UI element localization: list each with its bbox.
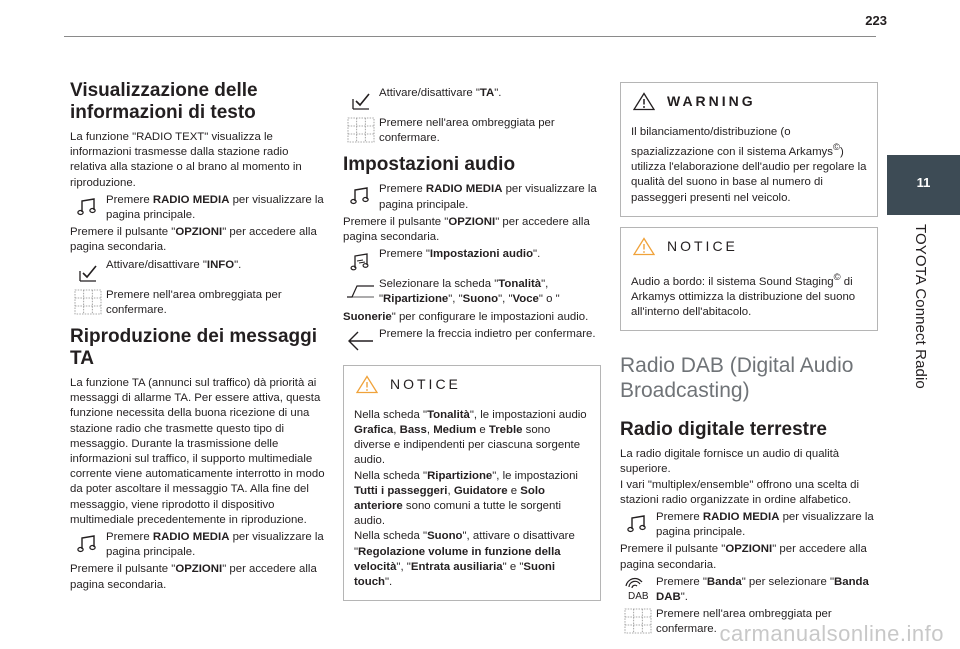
step-text: Selezionare la scheda " bbox=[379, 278, 499, 291]
step-text: Premere " bbox=[656, 575, 707, 588]
step-text: Attivare/disattivare " bbox=[379, 87, 480, 99]
warning-box bbox=[620, 82, 878, 217]
step-select-tab bbox=[343, 277, 601, 307]
tab-shape-icon bbox=[343, 277, 379, 305]
notice-key: Medium bbox=[433, 424, 477, 437]
warning-triangle-icon bbox=[633, 92, 655, 111]
step-text: ", " bbox=[498, 293, 513, 306]
step-text: Premere il pulsante " bbox=[70, 563, 176, 576]
heading-digital-radio: Radio digitale terrestre bbox=[620, 419, 827, 441]
dab-icon bbox=[620, 575, 656, 603]
warning-text: Il bilanciamento/distribuzione (o spazializzazione con il sistema Arkamys bbox=[631, 126, 833, 158]
notice-key: Grafica bbox=[354, 424, 394, 437]
step-text: Premere " bbox=[379, 248, 430, 261]
notice-box bbox=[343, 365, 601, 601]
step-key: OPZIONI bbox=[448, 215, 496, 228]
step-text: ". bbox=[680, 591, 688, 604]
step-confirm bbox=[70, 288, 328, 318]
step-text: Premere nell'area ombreggiata per confermare. bbox=[106, 288, 282, 316]
notice-text: Audio a bordo: il sistema Sound Staging bbox=[631, 275, 834, 288]
notice-key: Suoni touch bbox=[354, 560, 556, 589]
step-text: per visualizzare la pagina principale. bbox=[106, 193, 324, 222]
heading-ta: Riproduzione dei messaggi TA bbox=[70, 326, 318, 370]
step-key: RADIO MEDIA bbox=[702, 511, 780, 524]
step-text: " per accedere alla pagina secondaria. bbox=[70, 563, 317, 591]
step-key: Ripartizione bbox=[383, 293, 449, 306]
notice-key: Bass bbox=[399, 424, 427, 437]
column-3 bbox=[620, 82, 878, 640]
notice-key: Guidatore bbox=[453, 484, 508, 497]
notice-key: Regolazione volume in funzione della velocità bbox=[354, 545, 561, 573]
notice-text: ", " bbox=[396, 560, 411, 573]
step-text: Premere il pulsante " bbox=[70, 226, 176, 239]
step-band bbox=[620, 575, 878, 605]
equalizer-note-icon bbox=[343, 247, 379, 275]
step-key: RADIO MEDIA bbox=[152, 531, 230, 544]
step-radio-media bbox=[70, 193, 328, 223]
step-text: " per selezionare " bbox=[741, 575, 835, 588]
section-label-area bbox=[887, 220, 960, 640]
step-options bbox=[70, 562, 328, 592]
notice-text: , bbox=[393, 424, 400, 437]
step-confirm bbox=[343, 116, 601, 146]
notice-text: di Arkamys ottimizza la distribuzione del suono all'interno dell'abitacolo. bbox=[631, 275, 856, 319]
notice-para bbox=[354, 408, 590, 469]
notice-text: ", le impostazioni audio bbox=[469, 408, 587, 421]
step-text: " per configurare le impostazioni audio. bbox=[391, 310, 589, 323]
copyright-mark: © bbox=[832, 142, 840, 154]
dab-icon-label: DAB bbox=[628, 590, 649, 602]
step-radio-media bbox=[343, 182, 601, 212]
notice-text: ". bbox=[385, 576, 393, 589]
notice-para bbox=[631, 270, 867, 320]
notice-text: e bbox=[507, 484, 521, 497]
step-options bbox=[620, 542, 878, 572]
step-text: Premere bbox=[106, 193, 153, 206]
step-key: OPZIONI bbox=[175, 563, 223, 576]
section-number: 11 bbox=[916, 175, 931, 190]
step-options bbox=[343, 215, 601, 245]
step-text: ". bbox=[533, 248, 541, 261]
notice-text: e bbox=[476, 424, 489, 437]
step-text: per visualizzare la pagina principale. bbox=[106, 531, 324, 559]
step-text: " per accedere alla pagina secondaria. bbox=[620, 543, 867, 571]
paragraph: La funzione TA (annunci sul traffico) dà priorità ai messaggi di allarme TA. Per essere attiva, questa funzione necessita della buona ricezione di una stazione radio che trasmette questo tipo di messaggio. Durante la trasmissione delle informazioni sul traffico, il supporto multimediale corrente viene automaticamente interrotto in modo da poter ascoltare il messaggio TA. Alla fine del messaggio, viene riprodotto il dispositivo multimediale precedentemente in riproduzione. bbox=[70, 377, 325, 526]
step-text: ". bbox=[494, 87, 502, 99]
section-tab bbox=[887, 155, 960, 215]
notice-text: sono diverse e indipendenti per ciascuna sorgente audio. bbox=[354, 424, 581, 467]
notice-box bbox=[620, 227, 878, 331]
notice-key: Suono bbox=[427, 530, 463, 543]
heading-text-info: Visualizzazione delle informazioni di testo bbox=[70, 80, 258, 123]
step-text: per visualizzare la pagina principale. bbox=[379, 183, 597, 211]
paragraph: La radio digitale fornisce un audio di qualità superiore. bbox=[620, 448, 840, 476]
step-text: " per accedere alla pagina secondaria. bbox=[70, 226, 317, 254]
step-continued bbox=[343, 310, 601, 325]
step-toggle-info bbox=[70, 258, 328, 286]
section-label: TOYOTA Connect Radio bbox=[912, 224, 930, 389]
notice-key: Tonalità bbox=[427, 408, 470, 421]
notice-key: Treble bbox=[488, 424, 523, 437]
warning-para bbox=[631, 125, 867, 206]
notice-text: Nella scheda " bbox=[354, 408, 428, 421]
step-text: Premere nell'area ombreggiata per confermare. bbox=[656, 608, 832, 636]
notice-key: Ripartizione bbox=[427, 469, 493, 482]
notice-key: Entrata ausiliaria bbox=[410, 560, 503, 573]
heading-dab: Radio DAB (Digital Audio Broadcasting) bbox=[620, 354, 854, 403]
step-key: INFO bbox=[206, 258, 235, 271]
check-toggle-icon bbox=[343, 86, 379, 114]
step-toggle-ta bbox=[343, 86, 601, 114]
notice-para bbox=[354, 469, 590, 530]
step-text: Premere bbox=[379, 183, 426, 196]
notice-key: Tutti i passeggeri bbox=[354, 484, 448, 497]
step-key: Banda bbox=[706, 575, 742, 588]
paragraph: La funzione "RADIO TEXT" visualizza le informazioni trasmesse dalla stazione radio relativa alla stazione o al brano al momento in riproduzione. bbox=[70, 131, 302, 189]
notice-text: , bbox=[426, 424, 434, 437]
warning-title: WARNING bbox=[667, 92, 756, 109]
step-text: ". bbox=[234, 258, 242, 271]
notice-key: Solo anteriore bbox=[354, 484, 545, 513]
step-key: OPZIONI bbox=[725, 543, 773, 556]
step-key: RADIO MEDIA bbox=[152, 193, 230, 206]
step-key: OPZIONI bbox=[175, 226, 223, 239]
notice-title: NOTICE bbox=[390, 375, 461, 392]
watermark: carmanualsonline.info bbox=[719, 620, 944, 646]
step-key: RADIO MEDIA bbox=[425, 183, 503, 196]
step-text: Premere bbox=[106, 531, 153, 544]
notice-text: ", attivare o disattivare " bbox=[354, 530, 575, 558]
header-rule bbox=[64, 36, 876, 37]
page-number: 223 bbox=[865, 13, 887, 28]
warning-triangle-icon bbox=[633, 237, 655, 256]
music-note-icon bbox=[70, 530, 106, 558]
step-key: Suono bbox=[462, 293, 499, 306]
back-arrow-icon bbox=[343, 327, 379, 355]
step-options bbox=[70, 225, 328, 255]
step-back bbox=[343, 327, 601, 355]
music-note-icon bbox=[620, 510, 656, 538]
grid-confirm-icon bbox=[620, 607, 656, 635]
step-key: Tonalità bbox=[498, 278, 542, 291]
step-audio-settings bbox=[343, 247, 601, 275]
step-key: Suonerie bbox=[343, 310, 392, 323]
music-note-icon bbox=[343, 182, 379, 210]
column-1 bbox=[70, 80, 328, 593]
step-text: Premere il pulsante " bbox=[620, 543, 726, 556]
step-radio-media bbox=[70, 530, 328, 560]
step-radio-media bbox=[620, 510, 878, 540]
heading-audio-settings: Impostazioni audio bbox=[343, 154, 516, 176]
step-text: Premere la freccia indietro per confermare. bbox=[379, 327, 596, 340]
step-text: Premere il pulsante " bbox=[343, 215, 449, 228]
step-text: " o " bbox=[538, 293, 560, 306]
notice-text: Nella scheda " bbox=[354, 530, 428, 543]
warning-text: ) utilizza l'elaborazione dell'audio per regolare la qualità del suono in base al numero di passeggeri presenti nel veicolo. bbox=[631, 146, 867, 204]
step-text: ", " bbox=[379, 278, 549, 306]
notice-text: " e " bbox=[502, 560, 524, 573]
notice-text: sono comuni a tutte le sorgenti audio. bbox=[354, 500, 562, 528]
step-text: " per accedere alla pagina secondaria. bbox=[343, 215, 590, 244]
notice-text: , bbox=[447, 484, 454, 497]
step-text: Premere nell'area ombreggiata per confermare. bbox=[379, 117, 555, 145]
notice-text: Nella scheda " bbox=[354, 469, 428, 482]
grid-confirm-icon bbox=[343, 116, 379, 144]
copyright-mark: © bbox=[833, 271, 841, 283]
step-text: ", " bbox=[448, 293, 463, 306]
step-text: Premere bbox=[656, 511, 703, 524]
warning-triangle-icon bbox=[356, 375, 378, 394]
step-key: Impostazioni audio bbox=[429, 248, 534, 261]
notice-title: NOTICE bbox=[667, 237, 738, 254]
step-text: Attivare/disattivare " bbox=[106, 258, 207, 271]
music-note-icon bbox=[70, 193, 106, 221]
step-key: TA bbox=[479, 87, 495, 99]
notice-text: ", le impostazioni bbox=[492, 469, 578, 482]
column-2 bbox=[343, 84, 601, 607]
step-key: Banda DAB bbox=[656, 575, 869, 604]
check-toggle-icon bbox=[70, 258, 106, 286]
notice-para bbox=[354, 529, 590, 590]
paragraph: I vari "multiplex/ensemble" offrono una scelta di stazioni radio organizzate in ordine alfabetico. bbox=[620, 478, 859, 506]
grid-confirm-icon bbox=[70, 288, 106, 316]
step-text: per visualizzare la pagina principale. bbox=[656, 511, 874, 539]
step-key: Voce bbox=[512, 293, 539, 306]
